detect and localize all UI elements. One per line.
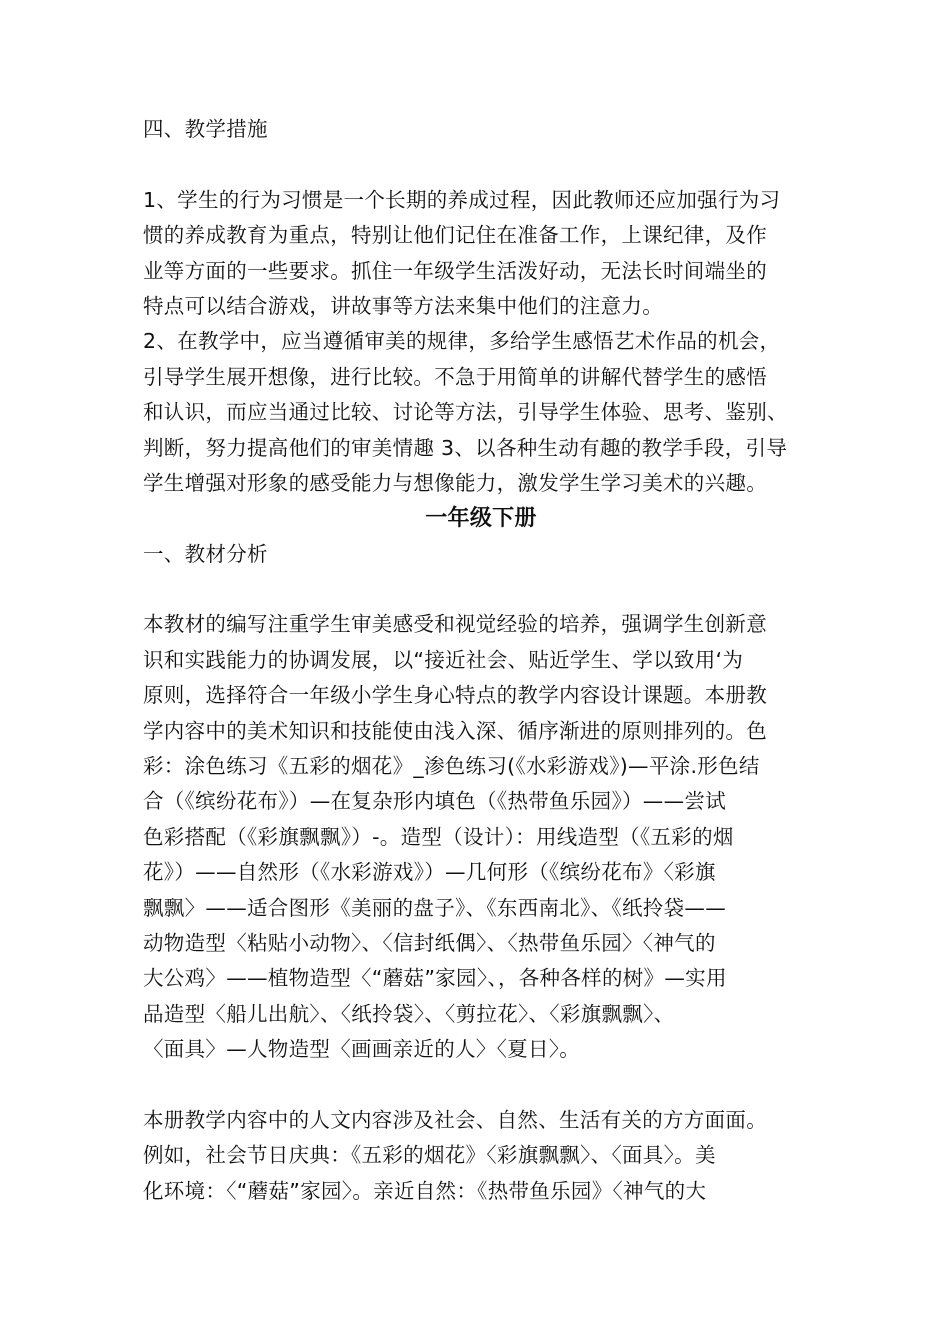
paragraph-line: 特点可以结合游戏，讲故事等方法来集中他们的注意力。	[143, 293, 663, 318]
paragraph-line: 业等方面的一些要求。抓住一年级学生活泼好动，无法长时间端坐的	[143, 258, 767, 283]
paragraph-line: 大公鸡〉——植物造型〈“蘑菇”家园〉、，各种各样的树》—实用	[143, 966, 727, 991]
paragraph-line: 本教材的编写注重学生审美感受和视觉经验的培养，强调学生创新意	[143, 612, 767, 637]
paragraph-line: 例如，社会节日庆典：《五彩的烟花》〈彩旗飘飘〉、〈面具〉。美	[143, 1143, 716, 1168]
paragraph-line: 色彩搭配（《彩旗飘飘》）-。造型（设计）：用线造型（《五彩的烟	[143, 824, 734, 849]
paragraph-line: 原则，选择符合一年级小学生身心特点的教学内容设计课题。本册教	[143, 683, 767, 708]
paragraph-line: 彩：涂色练习《五彩的烟花》_渗色练习(《水彩游戏》)—平涂.形色结	[143, 754, 760, 779]
paragraph-line: 引导学生展开想像，进行比较。不急于用简单的讲解代替学生的感悟	[143, 364, 767, 389]
paragraph-line: 飘飘〉——适合图形《美丽的盘子》、《东西南北》、《纸拎袋——	[143, 895, 726, 920]
paragraph-line: 1、学生的行为习惯是一个长期的养成过程，因此教师还应加强行为习	[143, 187, 781, 212]
paragraph-line: 和认识，而应当通过比较、讨论等方法，引导学生体验、思考、鉴别、	[143, 400, 788, 425]
blank-line	[143, 572, 809, 607]
paragraph-line: 〈面具〉—人物造型〈画画亲近的人〉〈夏日〉。	[143, 1037, 581, 1062]
paragraph-line: 2、在教学中，应当遵循审美的规律，多给学生感悟艺术作品的机会，	[143, 329, 781, 354]
blank-line	[143, 1068, 809, 1103]
paragraph-line: 动物造型〈粘贴小动物〉、〈信封纸偶〉、〈热带鱼乐园〉〈神气的	[143, 930, 716, 955]
paragraph-line: 惯的养成教育为重点，特别让他们记住在准备工作，上课纪律，及作	[143, 223, 767, 248]
paragraph-line: 品造型〈船儿出航〉、〈纸拎袋〉、〈剪拉花〉、〈彩旗飘飘〉、	[143, 1001, 675, 1026]
document-body	[143, 112, 809, 1209]
paragraph-line: 识和实践能力的协调发展，以“接近社会、贴近学生、学以致用‘为	[143, 647, 744, 672]
paragraph-line: 学内容中的美术知识和技能使由浅入深、循序渐进的原则排列的。色	[143, 718, 767, 743]
paragraph-line: 合（《缤纷花布》）—在复杂形内填色（《热带鱼乐园》）——尝试	[143, 789, 726, 814]
paragraph-line: 判断，努力提高他们的审美情趣 3、以各种生动有趣的教学手段，引导	[143, 435, 788, 460]
paragraph-line: 花》）——自然形（《水彩游戏》）—几何形（《缤纷花布》〈彩旗	[143, 860, 716, 885]
section-heading-textbook-analysis: 一、教材分析	[143, 541, 268, 566]
paragraph-line: 本册教学内容中的人文内容涉及社会、自然、生活有关的方方面面。	[143, 1107, 767, 1132]
volume-title: 一年级下册	[425, 506, 537, 532]
section-heading-teaching-measures: 四、教学措施	[143, 117, 268, 141]
paragraph-line: 学生增强对形象的感受能力与想像能力，激发学生学习美术的兴趣。	[143, 470, 767, 495]
blank-line	[143, 147, 809, 182]
paragraph-line: 化环境：〈“蘑菇”家园〉。亲近自然：《热带鱼乐园》〈神气的大	[143, 1178, 707, 1203]
